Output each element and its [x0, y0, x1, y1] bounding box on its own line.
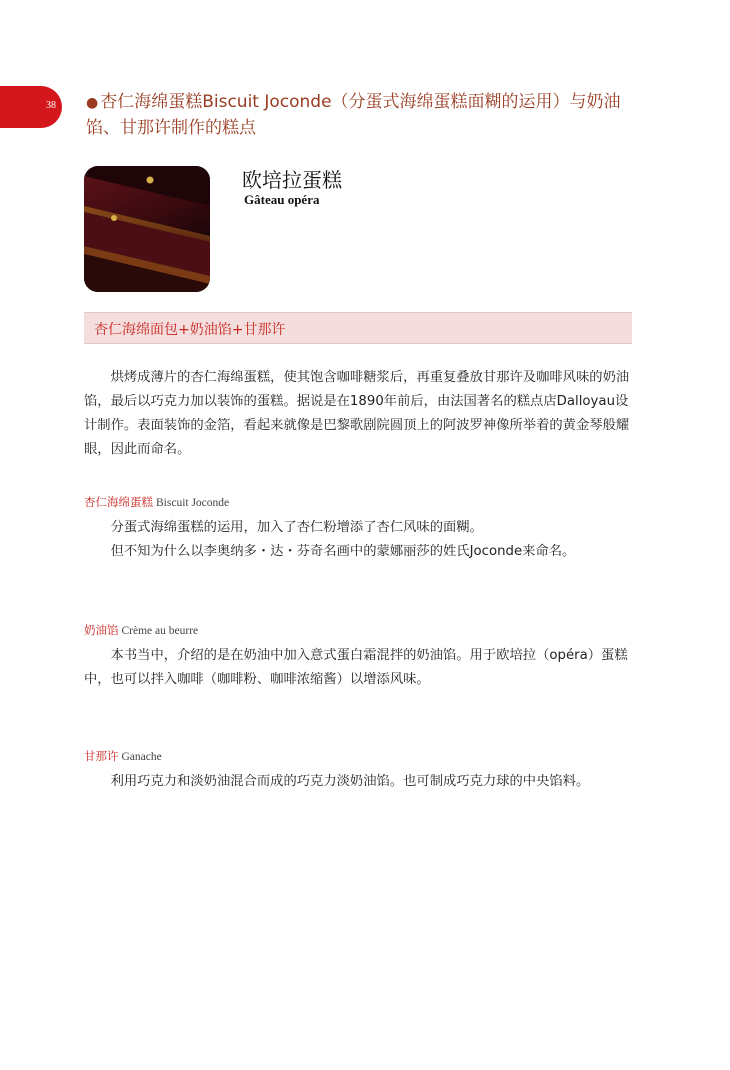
section-bar — [84, 312, 632, 344]
dish-title: 欧培拉蛋糕 — [242, 168, 342, 192]
intro-paragraph: 烘烤成薄片的杏仁海绵蛋糕，使其饱含咖啡糖浆后，再重复叠放甘那许及咖啡风味的奶油馅，最后以巧克力加以装饰的蛋糕。据说是在1890年前后，由法国著名的糕点店Dalloyau设计制作。表面装饰的金箔，看起来就像是巴黎歌剧院圆顶上的阿波罗神像所举着的黄金琴般耀眼，因此而命名。 — [84, 370, 630, 457]
term-text-biscuit: 分蛋式海绵蛋糕的运用，加入了杏仁粉增添了杏仁风味的面糊。 — [110, 520, 483, 535]
term-label-cn: 杏仁海绵蛋糕 — [84, 495, 153, 509]
term-text-creme: 本书当中，介绍的是在奶油中加入意式蛋白霜混拌的奶油馅。用于欧培拉（opéra）蛋糕中，也可以拌入咖啡（咖啡粉、咖啡浓缩酱）以增添风味。 — [84, 648, 628, 687]
page-number-tab — [0, 86, 62, 128]
term-text-biscuit-2: 但不知为什么以李奥纳多・达・芬奇名画中的蒙娜丽莎的姓氏Joconde来命名。 — [110, 544, 576, 559]
bullet-icon: ● — [86, 95, 99, 111]
page-number: 38 — [46, 100, 56, 111]
term-label-en: Ganache — [121, 751, 162, 763]
cake-photo — [84, 166, 210, 292]
term-label-creme — [84, 622, 198, 638]
term-label-en: Crème au beurre — [121, 625, 199, 637]
term-text-ganache: 利用巧克力和淡奶油混合而成的巧克力淡奶油馅。也可制成巧克力球的中央馅料。 — [110, 774, 590, 789]
dish-subtitle: Gâteau opéra — [244, 192, 320, 207]
term-label-en: Biscuit Joconde — [156, 497, 230, 509]
chapter-heading — [86, 90, 646, 141]
term-label-biscuit — [84, 494, 229, 510]
term-label-ganache — [84, 748, 162, 764]
term-label-cn: 奶油馅 — [84, 623, 119, 637]
term-label-cn: 甘那许 — [84, 749, 119, 763]
section-bar-text: 杏仁海绵面包+奶油馅+甘那许 — [94, 322, 286, 338]
chapter-heading-text: 杏仁海绵蛋糕Biscuit Joconde（分蛋式海绵蛋糕面糊的运用）与奶油馅、甘那许制作的糕点 — [86, 92, 621, 138]
